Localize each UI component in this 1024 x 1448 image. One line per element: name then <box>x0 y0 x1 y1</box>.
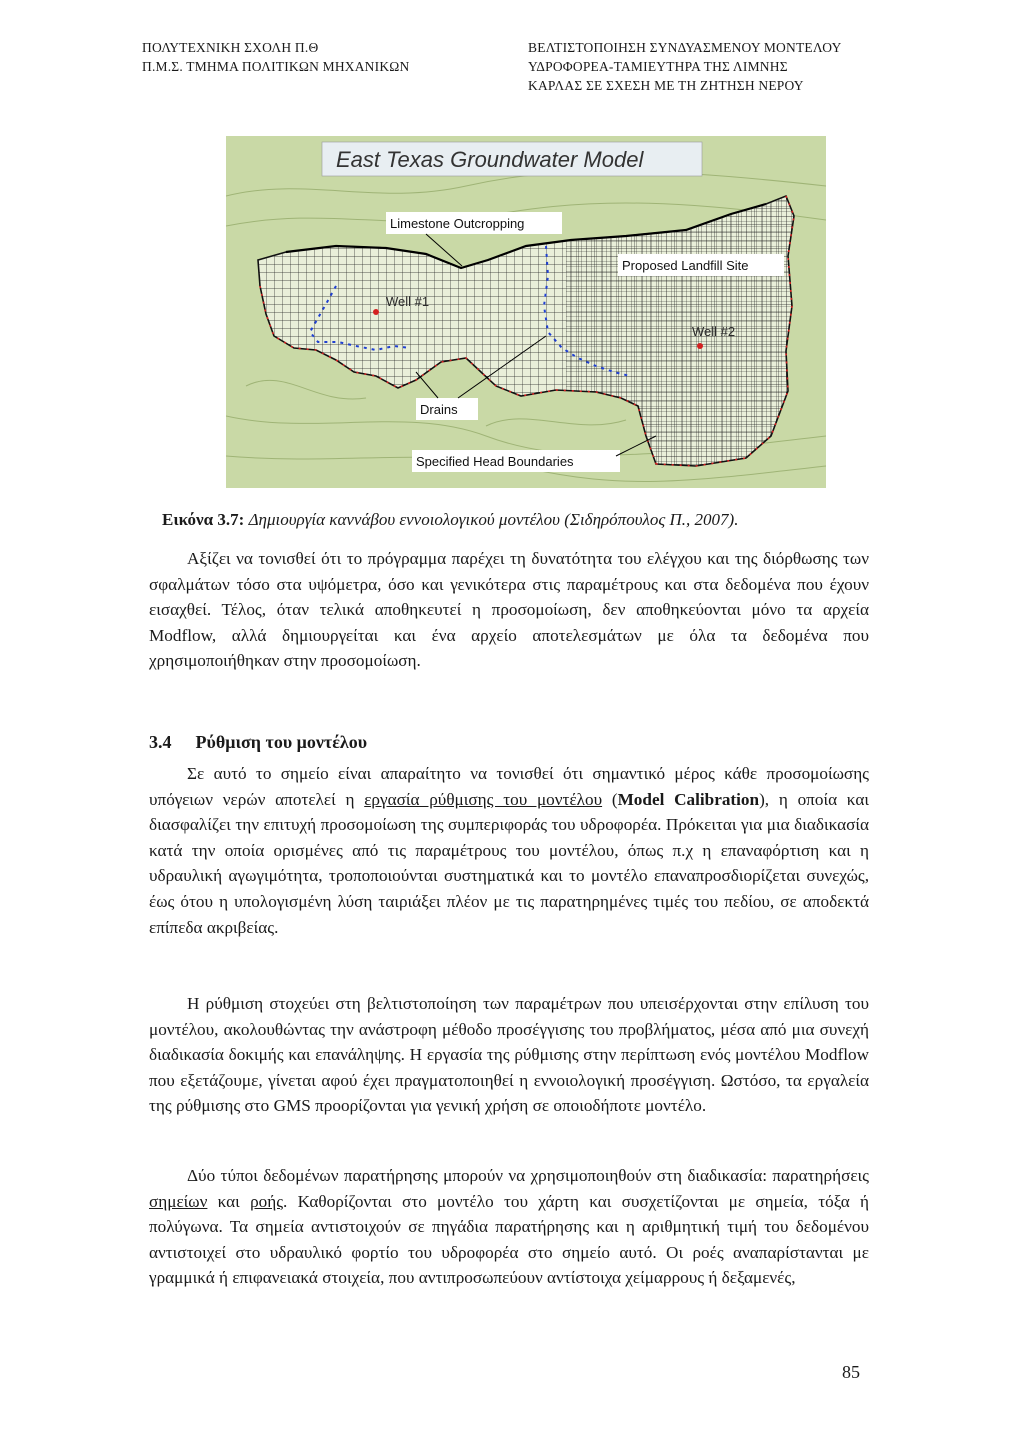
header-right <box>528 38 842 95</box>
p4-text-3: . Καθορίζονται στο μοντέλο του χάρτη και συσχετίζονται με σημεία, τόξα ή πολύγωνα. Τα σημεία αντιστοιχούν σε πηγάδια παρατήρησης και η αριθμητική τιμή του δεδομένου αντιστοιχεί στο υδραυλικό φορτίο του υδροφορέα στο σημείο αυτό. Οι ροές αναπαρίστανται με γραμμικά ή επιφανειακά στοιχεία, που αντιπροσωπεύουν αντίστοιχα χείμαρρους ή δεξαμενές, <box>149 1191 869 1288</box>
well-1-marker <box>373 309 379 315</box>
section-heading <box>149 732 367 753</box>
p2-text-3: ), η οποία και διασφαλίζει την επιτυχή προσομοίωση της συμπεριφοράς του υδροφορέα. Πρόκειται για μια διαδικασία κατά την οποία ορισμένες από τις παραμέτρους του μοντέλου, όπως π.χ η επαναφόρτιση και η υδραυλική αγωγιμότητα, τροποποιούνται συστηματικά και το μοντέλο επαναπροσδιορίζεται συνεχώς, έως ότου η υπολογισμένη λύση ταιριάξει πλέον με τις παρατηρημένες τιμές του πεδίου, σε αποδεκτά επίπεδα ακριβείας. <box>149 789 869 937</box>
label-well-2: Well #2 <box>692 324 736 339</box>
header-department: Π.Μ.Σ. ΤΜΗΜΑ ΠΟΛΙΤΙΚΩΝ ΜΗΧΑΝΙΚΩΝ <box>142 59 410 74</box>
header-title-line3: ΚΑΡΛΑΣ ΣΕ ΣΧΕΣΗ ΜΕ ΤΗ ΖΗΤΗΣΗ ΝΕΡΟΥ <box>528 78 804 93</box>
header-school: ΠΟΛΥΤΕΧΝΙΚΗ ΣΧΟΛΗ Π.Θ <box>142 40 319 55</box>
header-title-line1: ΒΕΛΤΙΣΤΟΠΟΙΗΣΗ ΣΥΝΔΥΑΣΜΕΝΟΥ ΜΟΝΤΕΛΟΥ <box>528 40 842 55</box>
paragraph-4 <box>149 1163 869 1291</box>
header-left <box>142 38 409 76</box>
header-title-line2: ΥΔΡΟΦΟΡΕΑ-ΤΑΜΙΕΥΤΗΡΑ ΤΗΣ ΛΙΜΝΗΣ <box>528 59 788 74</box>
label-proposed-landfill-site: Proposed Landfill Site <box>622 258 749 273</box>
point-observations-link[interactable]: σημείων <box>149 1191 208 1211</box>
section-number: 3.4 <box>149 732 172 752</box>
model-calibration-link[interactable]: εργασία ρύθμισης του μοντέλου <box>364 789 603 809</box>
p2-bold-term: Model Calibration <box>617 789 760 809</box>
p4-text-2: και <box>207 1191 251 1211</box>
caption-text: Δημιουργία καννάβου εννοιολογικού μοντέλου (Σιδηρόπουλος Π., 2007). <box>248 510 739 529</box>
groundwater-model-figure <box>226 136 826 488</box>
flow-observations-link[interactable]: ροής <box>250 1191 284 1211</box>
p2-text-1: Σε αυτό το σημείο είναι απαραίτητο να τονισθεί ότι σημαντικό μέρος κάθε προσομοίωσης υπόγειων νερών αποτελεί η <box>149 764 869 809</box>
label-well-1: Well #1 <box>386 294 430 309</box>
figure-title: East Texas Groundwater Model <box>336 147 644 172</box>
p4-text-1: Δύο τύποι δεδομένων παρατήρησης μπορούν να χρησιμοποιηθούν στη διαδικασία: παρατηρήσεις <box>187 1166 869 1185</box>
p2-text-2: ( <box>602 789 618 809</box>
paragraph-2 <box>149 761 869 940</box>
section-title: Ρύθμιση του μοντέλου <box>195 732 368 752</box>
paragraph-1: Αξίζει να τονισθεί ότι το πρόγραμμα παρέχει τη δυνατότητα του ελέγχου και της διόρθωσης των σφαλμάτων τόσο στα υψόμετρα, όσο και γενικότερα στις παραμέτρους και στα δεδομένα που έχουν εισαχθεί. Τέλος, όταν τελικά αποθηκευτεί η προσομοίωση, δεν αποθηκεύονται μόνο τα αρχεία Modflow, αλλά δημιουργείται και ένα αρχείο αποτελεσμάτων με όλα τα δεδομένα που χρησιμοποιήθηκαν στην προσομοίωση. <box>149 549 869 671</box>
caption-label: Εικόνα 3.7: <box>162 510 245 529</box>
label-drains: Drains <box>420 402 458 417</box>
page-number: 85 <box>842 1362 860 1382</box>
figure-caption <box>162 510 738 530</box>
label-specified-head-boundaries: Specified Head Boundaries <box>416 454 574 469</box>
paragraph-3: Η ρύθμιση στοχεύει στη βελτιστοποίηση των παραμέτρων που υπεισέρχονται στην επίλυση του μοντέλου, ακολουθώντας την ανάστροφη μέθοδο προσέγγισης του προβλήματος, μέσα από μια συνεχή διαδικασία δοκιμής και επανάληψης. Η εργασία της ρύθμισης στην περίπτωση ενός μοντέλου Modflow που εξετάζουμε, γίνεται αφού έχει πραγματοποιηθεί η εννοιολογική προσέγγιση. Ωστόσο, τα εργαλεία της ρύθμισης στο GMS προορίζονται για γενική χρήση σε οποιοδήποτε μοντέλο. <box>149 994 869 1116</box>
label-limestone-outcropping: Limestone Outcropping <box>390 216 525 231</box>
well-2-marker <box>697 343 703 349</box>
